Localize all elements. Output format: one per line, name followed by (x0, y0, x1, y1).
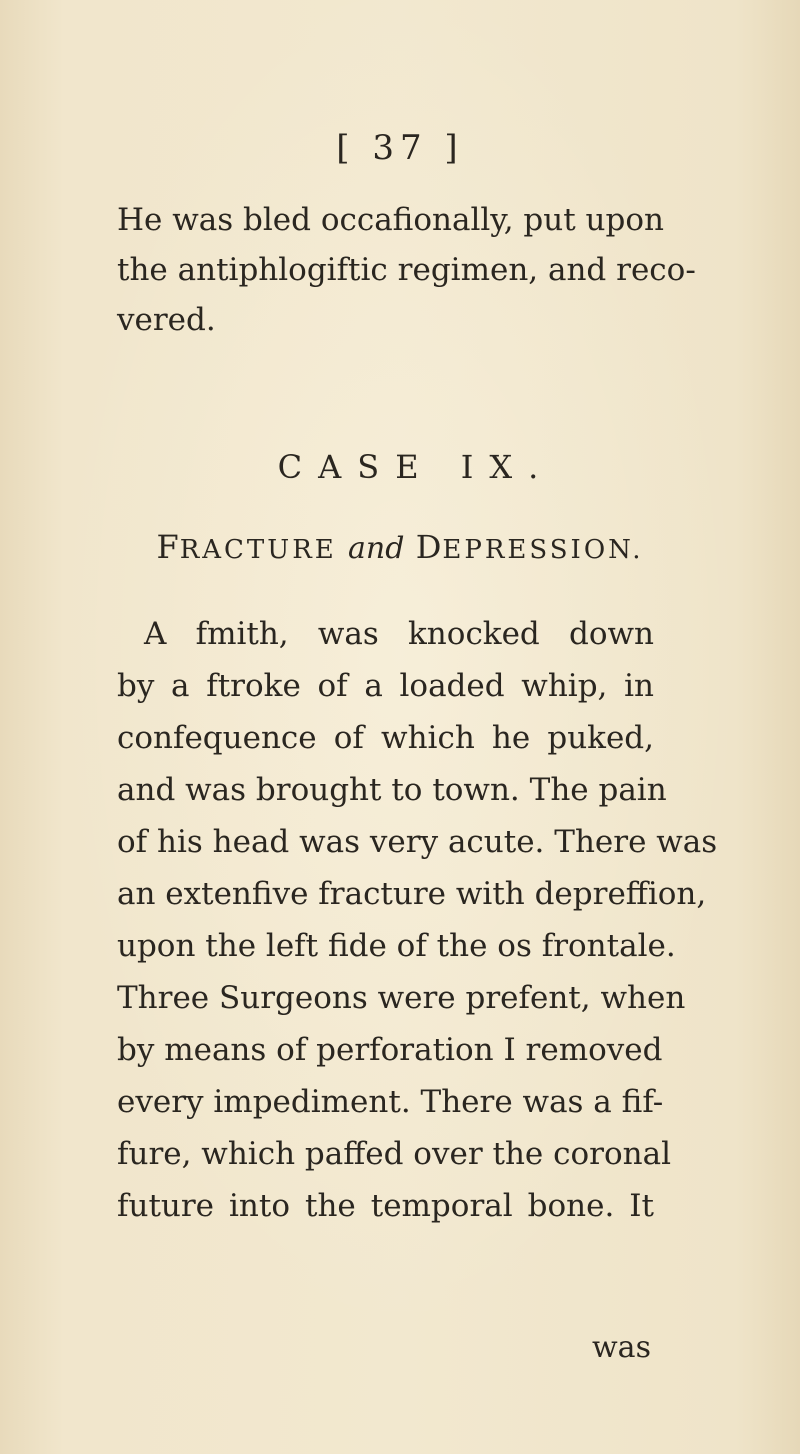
text-line: and was brought to town. The pain (117, 772, 667, 808)
text-line: upon the left fide of the os frontale. (117, 928, 676, 964)
subheading-initial: F (156, 528, 180, 566)
text-line: vered. (117, 302, 216, 338)
subheading-word: RACTURE (179, 535, 337, 565)
text-line: Three Surgeons were prefent, when (117, 980, 686, 1016)
text-line: the antiphlogiftic regimen, and reco- (117, 252, 696, 288)
text-line: of his head was very acute. There was (117, 824, 718, 860)
subheading-initial: D (415, 528, 443, 566)
text-line: by means of perforation I removed (117, 1032, 663, 1068)
text-line: every impediment. There was a fif- (117, 1084, 664, 1120)
catchword: was (592, 1330, 651, 1365)
text-line: He was bled occafionally, put upon (117, 202, 664, 238)
page-number: [ 37 ] (336, 128, 464, 168)
text-line: an extenfive fracture with depreffion, (117, 876, 707, 912)
text-line: A fmith, was knocked down (144, 616, 654, 652)
subheading-conjunction: and (348, 531, 405, 566)
text-line: future into the temporal bone. It (117, 1188, 654, 1224)
case-subheading (0, 528, 800, 566)
text-line: by a ftroke of a loaded whip, in (117, 668, 654, 704)
subheading-word: EPRESSION. (442, 535, 644, 565)
case-heading: CASE IX. (277, 448, 555, 486)
text-line: fure, which paffed over the coronal (117, 1136, 671, 1172)
text-line: confequence of which he puked, (117, 720, 654, 756)
